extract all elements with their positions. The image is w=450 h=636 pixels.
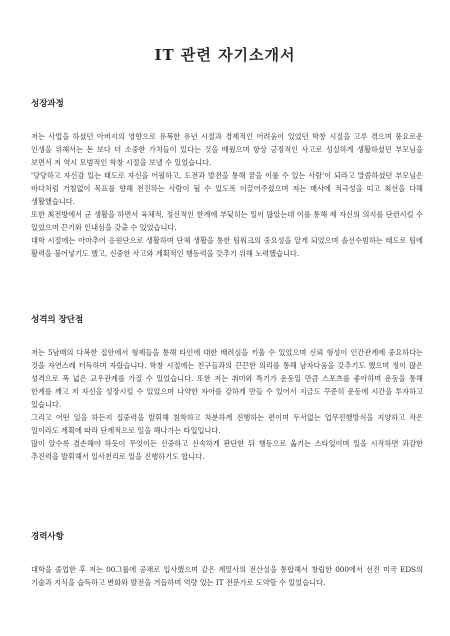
paragraph: 대학을 졸업한 후 저는 00그룹에 공채로 입사했으며 같은 계열사의 전산실을 통합해서 창립한 000에서 선진 미국 EDS의 기술과 지식을 습득하고 변화와 발전을 거듭하며 역량 있는 IT 전문가로 도약할 수 있었습니다. <box>31 565 423 587</box>
section-heading: 성격의 장단점 <box>31 315 84 325</box>
section-heading: 경력사항 <box>31 532 64 542</box>
paragraph: 대학 시절에는 아마추어 응원단으로 생활하며 단체 생활을 통한 팀워크의 중요성을 알게 되었으며 솔선수범하는 태도로 팀에 활력을 불어넣기도 했고, 신중한 사고와 계획적인 행동력을 갖추기 위해 노력했습니다. <box>31 236 423 258</box>
paragraph: 저는 사업을 하셨던 아버지의 영향으로 유복한 유년 시절과 경제적인 어려움이 있었던 학창 시절을 고루 겪으며 풍요로운 인생을 위해서는 돈 보다 더 소중한 가치들이 있다는 것을 배웠으며 항상 긍정적인 사고로 성실하게 생활하셨던 부모님을 보면서 저 역시 모범적인 학창 시절을 보낼 수 있었습니다. <box>31 132 423 167</box>
section-body <box>31 346 423 463</box>
section-personality <box>31 313 423 463</box>
paragraph: '당당하고 자신감 있는 태도로 자신을 어필하고, 도전과 발전을 통해 꿈을 이룰 수 있는 사람'이 되라고 말씀하셨던 부모님은 바다처럼 거침없이 목표를 향해 전진하는 사람이 될 수 있도록 이끌어주셨으며 저는 매사에 적극성을 띠고 최선을 다해 생활했습니다. <box>31 171 423 206</box>
paragraph: 또한 최전방에서 군 생활을 하면서 육체적, 정신적인 한계에 부딪히는 일이 많았는데 이를 통해 제 자신의 의지를 단련시킬 수 있었으며 끈기와 인내심을 갖출 수 있었습니다. <box>31 210 423 232</box>
section-body <box>31 130 423 260</box>
section-body <box>31 563 423 589</box>
paragraph: 저는 5남매의 다복한 집안에서 형제들을 통해 타인에 대한 배려심을 키울 수 있었으며 신뢰 형성이 인간관계에 중요하다는 것을 자연스레 터득하며 자랐습니다. 학창 시절에는 친구들과의 끈끈한 의리를 통해 남자다움을 갖추기도 했으며 정이 많은 성격으로 폭 넓은 교우관계를 가질 수 있었습니다. 또한 저는 취미와 특기가 운동일 만큼 스포츠를 좋아하며 운동을 통해 한계를 깨고 저 자신을 성장시킬 수 있었으며 나약한 자아를 강하게 만들 수 있어서 지금도 꾸준히 운동에 시간을 투자하고 있습니다. <box>31 348 423 409</box>
paragraph: 그리고 어떤 일을 하든지 집중력을 발휘해 침착하고 차분하게 진행하는 편이며 두서없는 업무진행방식을 지양하고 작은 일이라도 계획에 따라 단계적으로 일을 해나가는 타입입니다. <box>31 413 423 435</box>
document-title: IT 관련 자기소개서 <box>154 46 296 64</box>
section-career <box>31 530 423 589</box>
section-heading: 성장과정 <box>31 99 64 109</box>
paragraph: 많이 알수록 겸손해야 하듯이 무엇이든 신중하고 신속하게 판단한 뒤 행동으로 옮기는 스타일이며 일을 시작하면 과감한 추진력을 발휘해서 일사천리로 일을 진행하기도 합니다. <box>31 439 423 461</box>
section-growth <box>31 97 423 260</box>
